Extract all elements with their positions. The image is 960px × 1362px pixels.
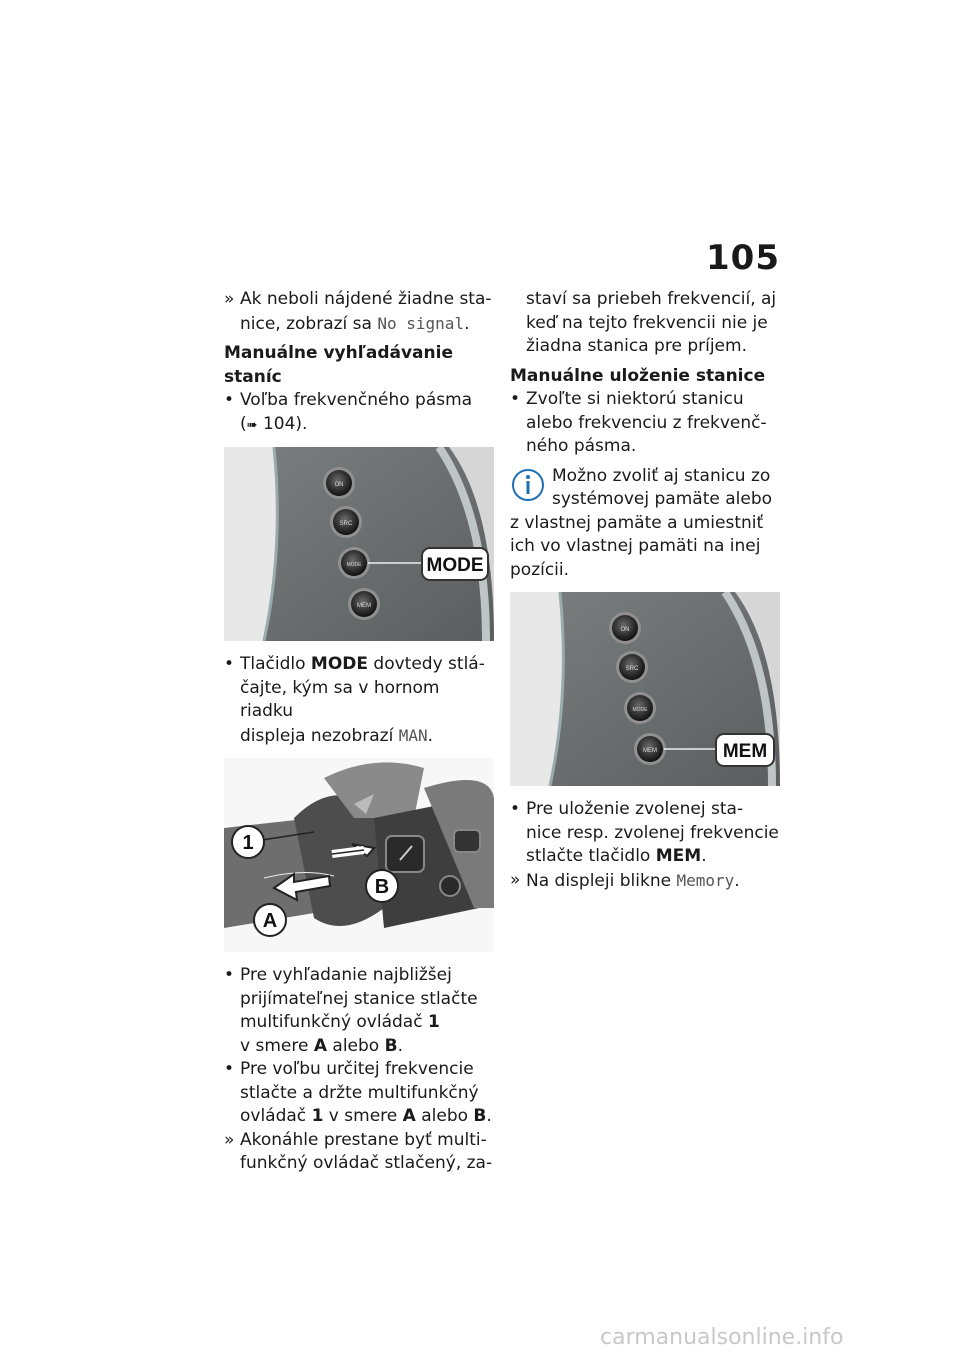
mem-callout-label: MEM xyxy=(722,741,768,762)
mem-button-illustration xyxy=(510,592,780,786)
result-marker: » xyxy=(224,289,235,309)
bullet-press-mem: • Pre uloženie zvolenej sta- nice resp. zvolenej frekvencie stlačte tlačidlo MEM. xyxy=(510,799,779,866)
callout-a-label: A xyxy=(262,910,278,932)
bullet-marker: • xyxy=(224,1059,235,1079)
display-text-no-signal: No signal xyxy=(377,313,465,333)
bullet-marker: • xyxy=(224,390,235,410)
bullet-marker: • xyxy=(510,799,521,819)
result-marker: » xyxy=(510,869,521,890)
button-mode-label: MODE xyxy=(632,707,648,713)
button-mem-label: MEM xyxy=(643,748,657,754)
heading-manual-store: Manuálne uloženie stanice xyxy=(510,365,766,386)
bullet-select-frequency: • Pre voľbu určitej frekvencie stlačte a držte multifunkčný ovládač 1 v smere A alebo B. xyxy=(224,1059,492,1126)
display-text-memory: Memory xyxy=(676,870,735,890)
button-on-label: ON xyxy=(620,627,630,633)
button-on-label: ON xyxy=(334,482,344,488)
button-mem-label: MEM xyxy=(357,603,371,609)
mode-key-name: MODE xyxy=(310,654,369,674)
bullet-search-nearest: • Pre vyhľadanie najbližšej prijímateľnej stanice stlačte multifunkčný ovládač 1 v smere A alebo B. xyxy=(224,965,478,1056)
result-release: » Akonáhle prestane byť multi- funkčný ovládač stlačený, za- xyxy=(224,1129,493,1173)
multicontroller-figure xyxy=(224,758,494,952)
mem-button-figure xyxy=(510,592,780,786)
mode-button-figure xyxy=(224,447,494,641)
button-mode-label: MODE xyxy=(346,562,362,568)
multicontroller-illustration xyxy=(224,758,494,952)
button-src-label: SRC xyxy=(339,521,353,527)
result-memory: » Na displeji blikne Memory. xyxy=(510,869,740,891)
mem-key-name: MEM xyxy=(655,846,702,866)
bullet-marker: • xyxy=(510,389,521,409)
result-release-continued: staví sa priebeh frekvencií, aj keď na tejto frekvencii nie je žiadna stanica pre príjem. xyxy=(526,289,777,356)
info-icon xyxy=(510,467,546,503)
page-number: 105 xyxy=(706,238,780,278)
heading-manual-search: Manuálne vyhľadávanie staníc xyxy=(224,343,453,387)
bullet-choose-station: • Zvoľte si niektorú stanicu alebo frekvenciu z frekvenč- ného pásma. xyxy=(510,389,767,456)
button-src-label: SRC xyxy=(625,666,639,672)
bullet-marker: • xyxy=(224,965,235,985)
watermark-text: carmanualsonline.info xyxy=(600,1325,844,1350)
result-marker: » xyxy=(224,1129,235,1150)
bullet-press-mode: • Tlačidlo MODE dovtedy stlá- čajte, kým sa v hornom riadku displeja nezobrazí MAN. xyxy=(224,654,485,746)
left-column xyxy=(224,288,494,1176)
info-note: Možno zvoliť aj stanicu zo systémovej pamäte alebo z vlastnej pamäte a umiestniť ich vo vlastnej pamäti na inej pozícii. xyxy=(510,465,773,580)
right-column xyxy=(510,288,780,893)
mode-button-illustration xyxy=(224,447,494,641)
mode-callout-label: MODE xyxy=(426,555,484,576)
reference-arrow-icon: ➠ xyxy=(246,417,258,433)
page-reference-link[interactable]: 104). xyxy=(257,413,308,434)
bullet-marker: • xyxy=(224,654,235,674)
display-text-man: MAN xyxy=(398,725,428,745)
callout-1-label: 1 xyxy=(242,832,254,854)
result-no-signal: » Ak neboli nájdené žiadne sta- nice, zobrazí sa No signal. xyxy=(224,289,492,334)
bullet-band-select: • Voľba frekvenčného pásma (➠ 104). xyxy=(224,390,473,434)
callout-b-label: B xyxy=(374,876,390,898)
